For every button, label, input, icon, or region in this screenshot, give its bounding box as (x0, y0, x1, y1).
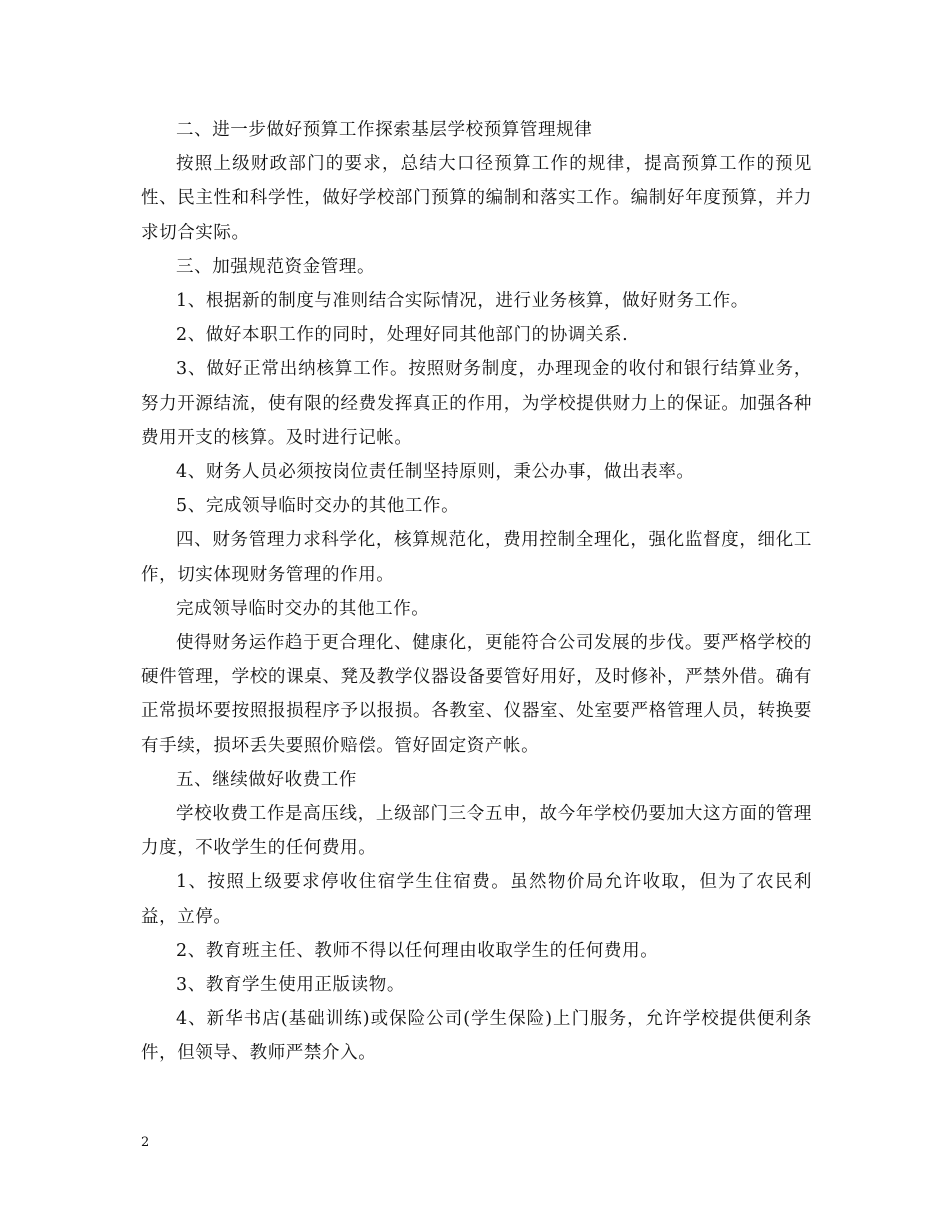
list-item-5-1: 1、按照上级要求停收住宿学生住宿费。虽然物价局允许收取，但为了农民利益，立停。 (141, 872, 812, 927)
list-item-3-2: 2、做好本职工作的同时，处理好同其他部门的协调关系. (176, 325, 629, 346)
list-item-3-3: 3、做好正常出纳核算工作。按照财务制度，办理现金的收付和银行结算业务，努力开源结流，使有限的经费发挥真正的作用，为学校提供财力上的保证。加强各种费用开支的核算。及时进行记帐。 (141, 359, 812, 448)
list-item-5-2: 2、教育班主任、教师不得以任何理由收取学生的任何费用。 (176, 940, 659, 961)
heading-section-5: 五、继续做好收费工作 (176, 769, 357, 790)
list-item-3-5: 5、完成领导临时交办的其他工作。 (176, 496, 460, 517)
heading-section-2: 二、进一步做好预算工作探索基层学校预算管理规律 (176, 120, 593, 140)
heading-section-4: 四、财务管理力求科学化，核算规范化，费用控制全理化，强化监督度，细化工作，切实体现财务管理的作用。 (141, 530, 812, 585)
heading-section-3: 三、加强规范资金管理。 (176, 256, 376, 277)
paragraph-fees: 学校收费工作是高压线，上级部门三令五申，故今年学校仍要加大这方面的管理力度，不收学生的任何费用。 (141, 804, 812, 859)
paragraph-budget: 按照上级财政部门的要求，总结大口径预算工作的规律，提高预算工作的预见性、民主性和科学性，做好学校部门预算的编制和落实工作。编制好年度预算，并力求切合实际。 (141, 154, 812, 243)
document-body (141, 113, 812, 1071)
list-item-3-4: 4、财务人员必须按岗位责任制坚持原则，秉公办事，做出表率。 (176, 462, 695, 483)
page-number: 2 (141, 1135, 150, 1150)
paragraph-other-work: 完成领导临时交办的其他工作。 (176, 598, 430, 619)
list-item-5-4: 4、新华书店(基础训练)或保险公司(学生保险)上门服务，允许学校提供便利条件，但领导、教师严禁介入。 (141, 1009, 812, 1064)
list-item-5-3: 3、教育学生使用正版读物。 (176, 975, 405, 996)
list-item-3-1: 1、根据新的制度与准则结合实际情况，进行业务核算，做好财务工作。 (176, 291, 749, 312)
paragraph-asset-management: 使得财务运作趋于更合理化、健康化，更能符合公司发展的步伐。要严格学校的硬件管理，学校的课桌、凳及教学仪器设备要管好用好，及时修补，严禁外借。确有正常损坏要按照报损程序予以报损。各教室、仪器室、处室要严格管理人员，转换要有手续，损坏丢失要照价赔偿。管好固定资产帐。 (141, 633, 812, 756)
